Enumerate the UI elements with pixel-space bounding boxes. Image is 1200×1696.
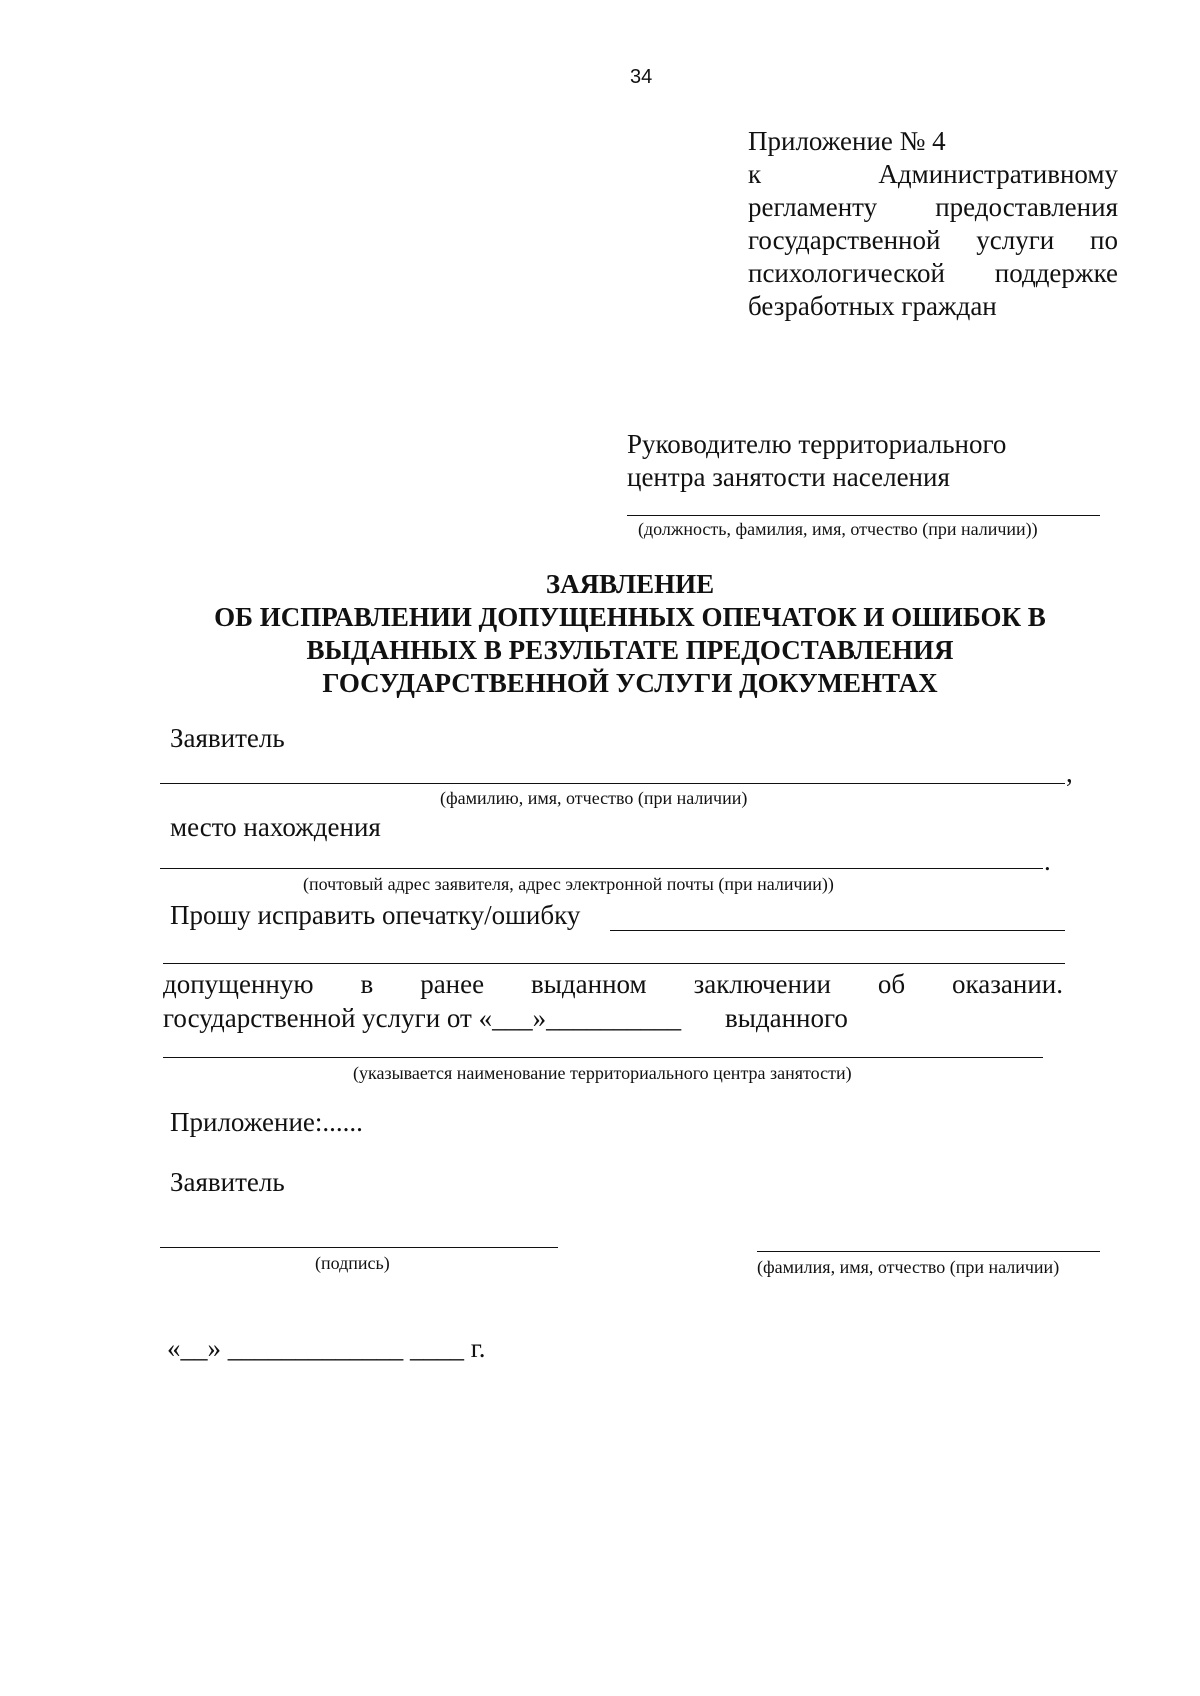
claim-row	[163, 969, 1063, 1000]
appendix-title: Приложение № 4	[748, 126, 946, 156]
title-line-4: ГОСУДАРСТВЕННОЙ УСЛУГИ ДОКУМЕНТАХ	[322, 668, 938, 698]
addressee-line-1: Руководителю территориального	[627, 429, 1007, 459]
appendix-word: регламенту	[748, 192, 878, 222]
document-title	[160, 568, 1100, 700]
appendix-row-4	[748, 257, 1118, 290]
claim-word: оказании.	[952, 969, 1063, 999]
title-line-1: ЗАЯВЛЕНИЕ	[545, 569, 715, 599]
service-text: государственной услуги от «___»__________	[163, 1003, 682, 1033]
location-end-punct: .	[1044, 846, 1051, 876]
addressee-blank-line[interactable]	[627, 515, 1100, 516]
issued-word: выданного	[725, 1003, 848, 1033]
name-caption: (фамилию, имя, отчество (при наличии)	[440, 788, 748, 808]
page-number: 34	[630, 66, 653, 88]
appendix-word: психологической	[748, 258, 945, 288]
title-line-2: ОБ ИСПРАВЛЕНИИ ДОПУЩЕННЫХ ОПЕЧАТОК И ОШИБОК В	[214, 602, 1046, 632]
fio-caption: (фамилия, имя, отчество (при наличии)	[757, 1257, 1060, 1277]
signature-line[interactable]	[160, 1247, 558, 1248]
request-line-2[interactable]	[163, 963, 1065, 964]
applicant-name-line[interactable]	[160, 783, 1065, 784]
appendix-word: безработных граждан	[748, 291, 997, 321]
appendix-word: к	[748, 159, 762, 189]
name-end-punct: ,	[1066, 758, 1073, 788]
request-line[interactable]	[610, 930, 1065, 931]
center-caption: (указывается наименование территориального центра занятости)	[353, 1063, 852, 1083]
center-line[interactable]	[163, 1057, 1043, 1058]
addressee-caption: (должность, фамилия, имя, отчество (при наличии))	[638, 519, 1038, 539]
appendix-row-5	[748, 290, 1118, 323]
claim-word: ранее	[420, 969, 485, 999]
claim-word: заключении	[693, 969, 831, 999]
fio-line[interactable]	[757, 1251, 1100, 1252]
addressee-line-2: центра занятости населения	[627, 462, 950, 492]
addressee-block	[627, 428, 1006, 494]
applicant-label-2: Заявитель	[170, 1167, 285, 1197]
attachment-label: Приложение:......	[170, 1107, 363, 1137]
title-line-3: ВЫДАННЫХ В РЕЗУЛЬТАТЕ ПРЕДОСТАВЛЕНИЯ	[306, 635, 954, 665]
claim-word: в	[360, 969, 374, 999]
signature-caption: (подпись)	[315, 1253, 390, 1273]
appendix-title-row	[748, 125, 1118, 158]
appendix-row-1	[748, 158, 1118, 191]
claim-word: допущенную	[163, 969, 314, 999]
request-label: Прошу исправить опечатку/ошибку	[170, 900, 581, 930]
appendix-word: предоставления	[935, 192, 1118, 222]
date-field: «__» _____________ ____ г.	[167, 1333, 486, 1363]
location-label: место нахождения	[170, 812, 381, 842]
claim-word: об	[877, 969, 906, 999]
claim-word: выданном	[531, 969, 647, 999]
applicant-label: Заявитель	[170, 723, 285, 753]
appendix-block	[748, 125, 1118, 323]
appendix-word: государственной	[748, 225, 941, 255]
appendix-row-3	[748, 224, 1118, 257]
appendix-row-2	[748, 191, 1118, 224]
appendix-word: услуги	[976, 225, 1055, 255]
location-caption: (почтовый адрес заявителя, адрес электронной почты (при наличии))	[303, 874, 834, 894]
location-line[interactable]	[160, 868, 1043, 869]
appendix-word: Административному	[878, 159, 1118, 189]
appendix-word: по	[1090, 225, 1118, 255]
appendix-word: поддержке	[994, 258, 1118, 288]
